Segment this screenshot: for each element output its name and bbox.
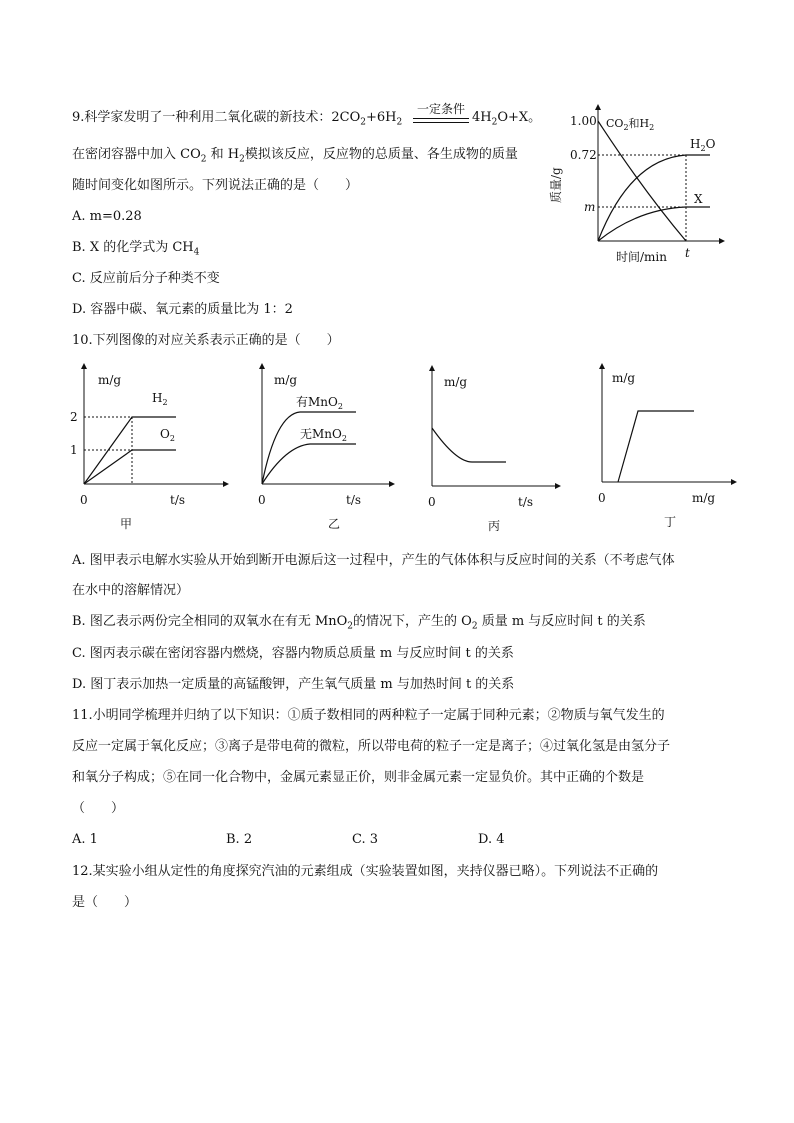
q9-stem-line1: 9.科学家发明了一种利用二氧化碳的新技术：$2CO_2+6H_2$ bbox=[72, 110, 403, 128]
y-tick-m: m bbox=[584, 200, 596, 214]
y-tick-072: 0.72 bbox=[570, 148, 597, 162]
reaction-condition: 一定条件 bbox=[416, 102, 465, 116]
q11-option-d: D. 4 bbox=[478, 832, 505, 847]
svg-text:m/g: m/g bbox=[612, 371, 636, 385]
y-axis-label: 质量/g bbox=[549, 167, 563, 203]
svg-text:m/g: m/g bbox=[98, 373, 122, 387]
svg-text:m/g: m/g bbox=[692, 491, 716, 505]
q11-stem-line3: 和氧分子构成；⑤在同一化合物中，金属元素显正价，则非金属元素一定显负价。其中正确的个数是 bbox=[72, 770, 645, 785]
q9-option-b: B. X 的化学式为 $CH_4$ bbox=[72, 240, 200, 258]
q11-option-a: A. 1 bbox=[72, 832, 98, 847]
svg-text:有MnO2: 有MnO$_2$ bbox=[296, 395, 343, 411]
q10-option-a-line1: A. 图甲表示电解水实验从开始到断开电源后这一过程中，产生的气体体积与反应时间的关系（不考虑气体 bbox=[72, 553, 675, 568]
svg-text:0: 0 bbox=[428, 495, 436, 509]
q10-option-b: B. 图乙表示两份完全相同的双氧水在有无 MnO$_2$的情况下，产生的 $O_2$ 质量 m 与反应时间 t 的关系 bbox=[72, 614, 646, 632]
q11-option-c: C. 3 bbox=[352, 832, 379, 847]
reactant-label: $CO_2$和$H_2$ bbox=[606, 117, 655, 132]
graph-yi bbox=[258, 364, 394, 531]
svg-text:t/s: t/s bbox=[518, 495, 534, 509]
svg-text:0: 0 bbox=[80, 493, 88, 507]
q9-option-d: D. 容器中碳、氧元素的质量比为 1：2 bbox=[72, 302, 293, 317]
q11-stem-line4: （ ） bbox=[72, 801, 125, 816]
svg-text:乙: 乙 bbox=[328, 517, 341, 531]
svg-text:1: 1 bbox=[70, 443, 78, 457]
graph-ding bbox=[598, 364, 736, 529]
q10-option-d: D. 图丁表示加热一定质量的高锰酸钾，产生氧气质量 m 与加热时间 t 的关系 bbox=[72, 677, 515, 692]
q11-stem-line2: 反应一定属于氧化反应；③离子是带电荷的微粒，所以带电荷的粒子一定是离子；④过氧化氢是由氢分子 bbox=[72, 739, 671, 754]
x-curve bbox=[598, 207, 710, 241]
svg-text:2: 2 bbox=[70, 410, 78, 424]
q10-option-a-line2: 在水中的溶解情况） bbox=[72, 583, 190, 598]
y-tick-1: 1.00 bbox=[570, 114, 597, 128]
t-label: t bbox=[685, 246, 690, 260]
svg-text:t/s: t/s bbox=[170, 493, 186, 507]
svg-text:t/s: t/s bbox=[346, 493, 362, 507]
x-product-label: X bbox=[694, 192, 703, 206]
q9-option-a: A. m=0.28 bbox=[72, 209, 142, 224]
x-axis-label: 时间/min bbox=[616, 250, 667, 264]
svg-text:0: 0 bbox=[258, 493, 266, 507]
svg-text:0: 0 bbox=[598, 491, 606, 505]
svg-text:无MnO2: 无MnO$_2$ bbox=[300, 427, 347, 443]
reaction-equals-sign bbox=[413, 118, 469, 123]
svg-text:H2: $H_2$ bbox=[152, 391, 168, 407]
q9-stem-line2: 在密闭容器中加入 $CO_2$ 和 $H_2$模拟该反应，反应物的总质量、各生成物的质量 bbox=[72, 147, 518, 165]
q11-stem-line1: 11.小明同学梳理并归纳了以下知识：①质子数相同的两种粒子一定属于同种元素；②物质与氧气发生的 bbox=[72, 708, 665, 723]
q9-option-c: C. 反应前后分子种类不变 bbox=[72, 271, 220, 286]
q9-stem-products: $4H_2O+X$。 bbox=[472, 110, 542, 128]
q12-stem-line2: 是（ ） bbox=[72, 895, 138, 910]
graph-bing bbox=[428, 366, 560, 532]
q12-stem-line1: 12.某实验小组从定性的角度探究汽油的元素组成（实验装置如图，夹持仪器已略）。下列说法不正确的 bbox=[72, 864, 659, 879]
svg-text:O2: $O_2$ bbox=[160, 427, 175, 443]
h2o-label: $H_2O$ bbox=[690, 137, 716, 153]
svg-text:丁: 丁 bbox=[664, 515, 677, 529]
q11-option-b: B. 2 bbox=[226, 832, 253, 847]
svg-text:丙: 丙 bbox=[488, 519, 501, 532]
reactant-curve bbox=[598, 121, 686, 241]
svg-text:甲: 甲 bbox=[120, 517, 133, 531]
q9-mass-time-graph bbox=[548, 95, 738, 270]
q9-stem-line3: 随时间变化如图所示。下列说法正确的是（ ） bbox=[72, 178, 359, 193]
svg-text:m/g: m/g bbox=[274, 373, 298, 387]
svg-text:m/g: m/g bbox=[444, 375, 468, 389]
graph-jia bbox=[70, 364, 228, 531]
q10-option-c: C. 图丙表示碳在密闭容器内燃烧，容器内物质总质量 m 与反应时间 t 的关系 bbox=[72, 646, 514, 661]
q10-graphs bbox=[60, 362, 740, 532]
q10-stem: 10.下列图像的对应关系表示正确的是（ ） bbox=[72, 333, 340, 348]
